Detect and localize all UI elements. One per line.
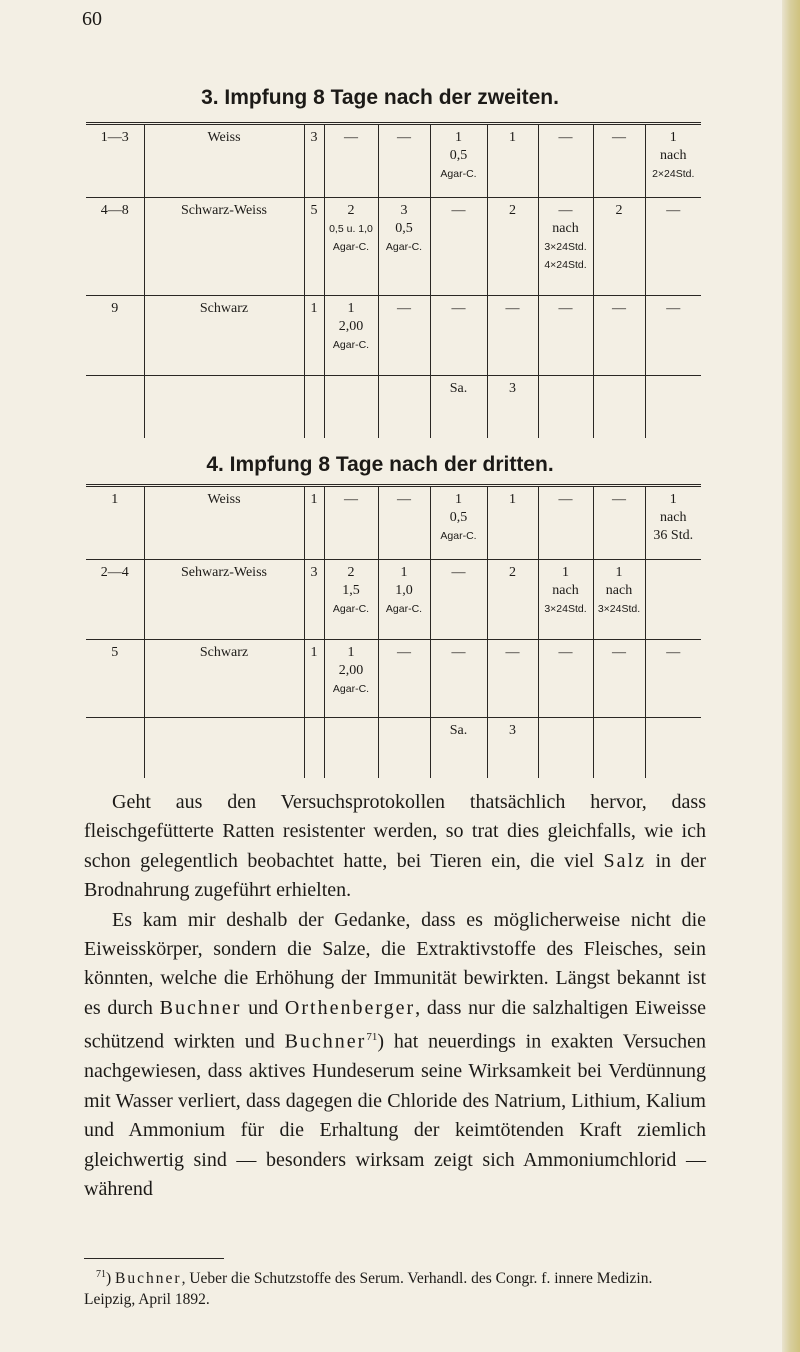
cell-line: Agar-C. [332,339,370,351]
author-name: Buchner [159,996,242,1019]
cell-line: Agar-C. [332,603,370,615]
result-cell [487,486,538,560]
result-cell [378,560,430,640]
result-cell [538,560,593,640]
result-cell [378,640,430,718]
row-number-cell: 1 [86,486,144,560]
result-cell [645,124,701,198]
result-cell [593,124,645,198]
row-number-cell: 5 [86,640,144,718]
cell-line: — [612,645,626,660]
result-cell [378,296,430,376]
empty-cell [645,376,701,438]
cell-line: 1 [347,301,355,316]
sum-value: 3 [487,376,538,438]
cell-line: 3×24Std. [544,241,587,253]
empty-cell [538,718,593,778]
sum-row [86,718,701,778]
empty-cell [378,376,430,438]
cell-line: 36 Std. [653,528,694,543]
result-cell [487,124,538,198]
animal-cell: Weiss [144,486,304,560]
cell-line: 2 [347,565,355,580]
empty-cell [378,718,430,778]
author-name: Orthenberger [284,996,416,1019]
cell-line: Agar-C. [440,530,477,542]
cell-line: — [451,565,466,580]
cell-line: 1 [669,130,677,145]
result-cell [593,640,645,718]
cell-line: 1 [509,492,516,507]
cell-line: — [397,130,411,145]
cell-line: nach [660,148,687,163]
cell-line: Agar-C. [385,603,423,615]
empty-cell [324,376,378,438]
cell-line: 1 [455,492,462,507]
cell-line: nach [605,583,633,598]
row-number-cell: 4—8 [86,198,144,296]
cell-line: — [612,301,626,316]
empty-cell [593,718,645,778]
row-number-cell: 1—3 [86,124,144,198]
cell-line: 0,5 u. 1,0 [329,223,373,235]
result-cell [430,486,487,560]
sum-label: Sa. [430,376,487,438]
body-text [84,788,706,1204]
author-name: Buchner [284,1030,367,1053]
empty-cell [144,718,304,778]
section-3-title: 3. Impfung 8 Tage nach der zweiten. [201,86,559,109]
result-cell [430,124,487,198]
result-cell [430,198,487,296]
empty-cell [324,718,378,778]
result-cell [430,640,487,718]
footnote-author: Buchner [115,1270,182,1288]
cell-line: — [397,492,411,507]
cell-line: — [558,492,573,507]
cell-line: Agar-C. [332,683,370,695]
empty-cell [593,376,645,438]
result-cell [378,486,430,560]
cell-line: — [666,645,681,660]
result-cell [645,198,701,296]
cell-line: 2,00 [338,663,364,678]
cell-line: — [505,301,520,316]
result-cell [538,486,593,560]
result-cell [593,296,645,376]
cell-line: nach [552,221,579,236]
result-cell [593,198,645,296]
p1-end-text: in der Brodnahrung zugeführt erhielten. [84,849,707,902]
p2-text-c: , dass nur die salzhaltigen Eiweisse schützend wirkten und [84,996,707,1053]
cell-line: — [451,645,466,660]
cell-line: 2×24Std. [652,168,695,180]
sum-value: 3 [487,718,538,778]
cell-line: 1 [347,645,355,660]
cell-line: 1 [400,565,408,580]
cell-line: nach [660,510,687,525]
cell-line: 1 [455,130,462,145]
cell-line: — [558,301,573,316]
sum-label: Sa. [430,718,487,778]
cell-line: 2 [347,203,355,218]
cell-line: nach [552,583,579,598]
footnote-text: , Ueber die Schutzstoffe des Serum. Verhandl. des Congr. f. innere Medizin. Leipzig, April 1892. [84,1270,653,1309]
section-4-table [86,484,701,778]
cell-line: — [451,203,466,218]
cell-line: 0,5 [449,510,468,525]
result-cell [324,486,378,560]
footnote: $^{71}$) Buchner, Ueber die Schutzstoffe des Serum. Verhandl. des Congr. f. innere Medizin. Leipzig, April 1892. [84,1269,653,1309]
result-cell [538,124,593,198]
footnote-ref: 71 [366,1031,378,1044]
row-number-cell: 2—4 [86,560,144,640]
cell-line: — [666,301,681,316]
cell-line: 3×24Std. [544,603,587,615]
p1-spaced-word: Salz [603,849,646,872]
sum-row [86,376,701,438]
cell-line: — [558,203,573,218]
count-cell: 1 [304,296,324,376]
result-cell [324,198,378,296]
cell-line: 3 [400,203,408,218]
cell-line: — [451,301,466,316]
cell-line: Agar-C. [385,241,423,253]
cell-line: Agar-C. [332,241,370,253]
result-cell [324,560,378,640]
result-cell [645,560,701,640]
result-cell [645,640,701,718]
cell-line: 2 [509,565,516,580]
animal-cell: Schwarz [144,296,304,376]
table-row [86,296,701,376]
p1-text: Geht aus den Versuchsprotokollen thatsächlich hervor, dass fleischgefütterte Ratten resistenter werden, so trat dies gleichfalls, wie ich schon gelegentlich beobachtet hatte, bei Tieren ein, die viel [84,791,706,872]
animal-cell: Sehwarz-Weiss [144,560,304,640]
cell-line: 2 [509,203,516,218]
result-cell [593,486,645,560]
cell-line: 0,5 [395,221,413,236]
result-cell [324,124,378,198]
animal-cell: Schwarz [144,640,304,718]
result-cell [487,198,538,296]
empty-cell [86,718,144,778]
empty-cell [304,718,324,778]
result-cell [487,560,538,640]
result-cell [487,296,538,376]
count-cell: 3 [304,560,324,640]
cell-line: — [612,130,626,145]
result-cell [538,198,593,296]
page-edge [782,0,800,1352]
cell-line: 1 [669,492,677,507]
table-row [86,486,701,560]
section-4-title: 4. Impfung 8 Tage nach der dritten. [206,453,554,476]
row-number-cell: 9 [86,296,144,376]
footnote-rule [84,1258,224,1259]
result-cell [430,560,487,640]
cell-line: — [344,492,358,507]
count-cell: 1 [304,640,324,718]
result-cell [430,296,487,376]
cell-line: 1 [562,565,569,580]
cell-line: 1 [509,130,516,145]
cell-line: 1,5 [342,583,360,598]
p2-text-a: Es kam mir deshalb der Gedanke, dass es möglicherweise nicht die Eiweisskörper, sondern die Salze, die Extraktivstoffe des Fleisches, sein könnten, welche die Erhöhung der Immunität bewirkten. Längst bekannt ist es durch [84,908,706,1019]
footnote-number: 71 [96,1269,106,1280]
empty-cell [144,376,304,438]
cell-line: — [558,645,573,660]
result-cell [378,198,430,296]
result-cell [324,640,378,718]
result-cell [538,640,593,718]
cell-line: 1,0 [395,583,413,598]
paragraph-2 [84,906,706,1205]
count-cell: 5 [304,198,324,296]
cell-line: 3×24Std. [597,603,641,615]
animal-cell: Schwarz-Weiss [144,198,304,296]
empty-cell [86,376,144,438]
p2-text-b: und [241,996,285,1019]
cell-line: Agar-C. [440,168,477,180]
cell-line: 2 [615,203,623,218]
result-cell [378,124,430,198]
empty-cell [304,376,324,438]
cell-line: 4×24Std. [544,259,587,271]
cell-line: 2,00 [338,319,364,334]
cell-line: — [397,645,411,660]
animal-cell: Weiss [144,124,304,198]
empty-cell [538,376,593,438]
page-number: 60 [82,8,102,30]
section-3-table [86,122,701,438]
count-cell: 1 [304,486,324,560]
cell-line: — [666,203,681,218]
cell-line: — [505,645,520,660]
cell-line: 0,5 [449,148,468,163]
cell-line: — [344,130,358,145]
result-cell [538,296,593,376]
result-cell [487,640,538,718]
count-cell: 3 [304,124,324,198]
p2-text-d: ) hat neuerdings in exakten Versuchen nachgewiesen, dass aktives Hundeserum seine Wirksamkeit bei Verdünnung mit Wasser verliert, dass dagegen die Chloride des Natrium, Lithium, Kalium und Ammonium für die Erhaltung der keimtötenden Kraft ziemlich gleichwertig sind — besonders wirksam zeigt sich Ammoniumchlorid — während [84,1030,706,1200]
paragraph-1 [84,788,706,906]
table-row [86,124,701,198]
result-cell [645,486,701,560]
cell-line: — [612,492,626,507]
cell-line: — [558,130,573,145]
result-cell [593,560,645,640]
empty-cell [645,718,701,778]
table-row [86,560,701,640]
table-row [86,640,701,718]
result-cell [645,296,701,376]
cell-line: 1 [615,565,623,580]
cell-line: — [397,301,411,316]
result-cell [324,296,378,376]
table-row [86,198,701,296]
